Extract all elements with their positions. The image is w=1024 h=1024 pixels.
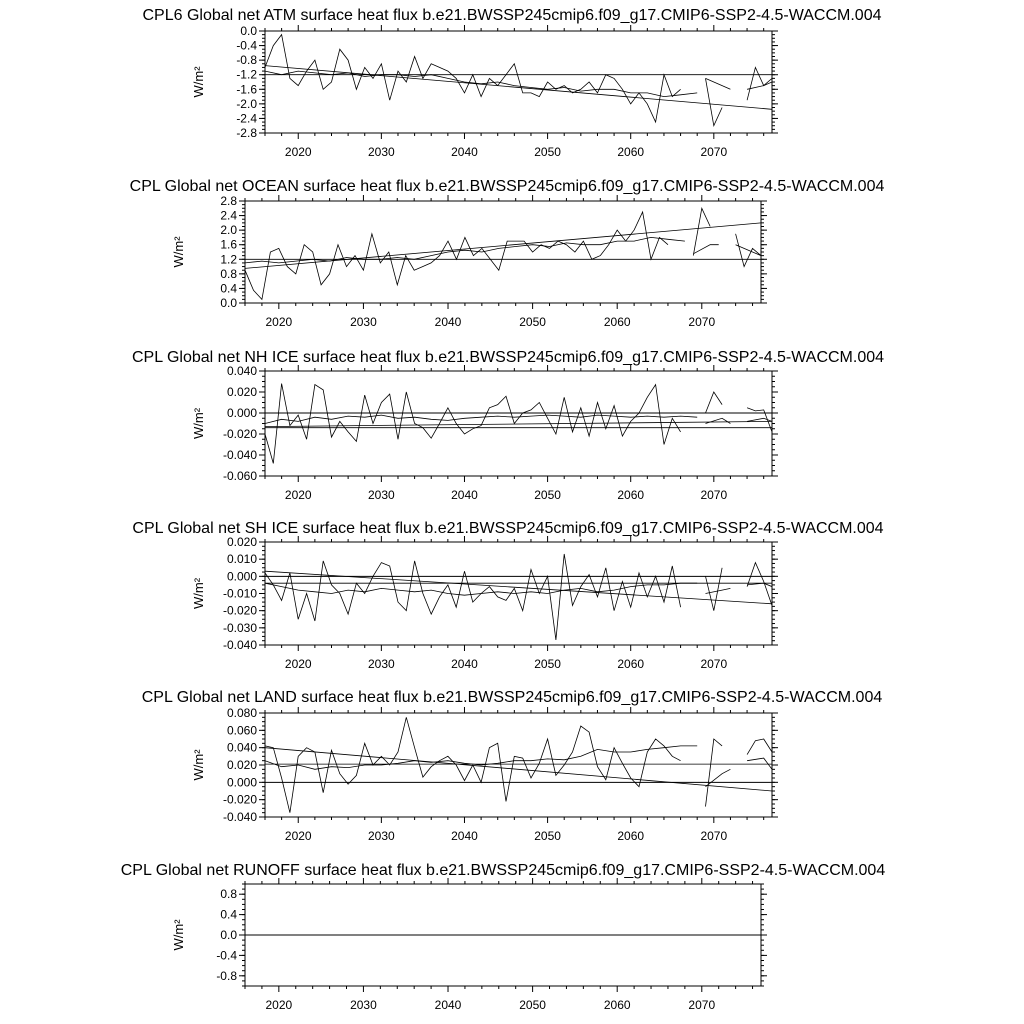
x-tick-label: 2060 bbox=[617, 488, 645, 502]
x-tick-label: 2030 bbox=[368, 829, 395, 843]
x-tick-label: 2070 bbox=[700, 657, 728, 671]
y-tick-label: -2.0 bbox=[236, 96, 257, 111]
panel-4 bbox=[142, 689, 883, 843]
x-tick-label: 2020 bbox=[265, 315, 293, 329]
x-tick-label: 2040 bbox=[451, 488, 478, 502]
y-tick-label: 0.000 bbox=[226, 406, 257, 420]
y-tick-label: -0.4 bbox=[236, 38, 257, 53]
series-annual bbox=[265, 35, 772, 126]
y-axis-label: W/m² bbox=[191, 749, 206, 781]
series-annual bbox=[245, 208, 761, 299]
y-tick-label: 0.000 bbox=[226, 569, 257, 584]
x-tick-label: 2020 bbox=[265, 998, 293, 1012]
y-tick-label: -0.8 bbox=[236, 53, 257, 68]
y-tick-label: -2.8 bbox=[236, 126, 257, 140]
y-tick-label: 0.020 bbox=[226, 535, 257, 549]
y-tick-label: 1.6 bbox=[220, 237, 237, 252]
x-tick-label: 2030 bbox=[368, 145, 395, 159]
y-tick-label: -2.4 bbox=[236, 111, 257, 126]
y-tick-label: 0.8 bbox=[220, 266, 237, 281]
y-tick-label: 2.8 bbox=[220, 194, 237, 208]
series-annual bbox=[265, 554, 772, 640]
y-tick-label: -0.020 bbox=[222, 792, 257, 807]
y-tick-label: 0.010 bbox=[226, 552, 257, 567]
y-tick-label: 2.0 bbox=[220, 223, 237, 238]
y-tick-label: 0.080 bbox=[226, 706, 257, 720]
x-tick-label: 2050 bbox=[519, 998, 546, 1012]
x-tick-label: 2040 bbox=[434, 998, 462, 1012]
series-running-mean bbox=[265, 583, 772, 595]
x-tick-label: 2050 bbox=[519, 315, 546, 329]
y-tick-label: -1.2 bbox=[236, 67, 257, 82]
x-tick-label: 2020 bbox=[284, 488, 312, 502]
x-tick-label: 2040 bbox=[451, 829, 478, 843]
plot-frame bbox=[245, 201, 761, 303]
series-trend bbox=[265, 748, 772, 791]
y-tick-label: -0.040 bbox=[222, 448, 257, 462]
y-tick-label: -0.030 bbox=[222, 620, 257, 635]
y-tick-label: -0.010 bbox=[222, 586, 257, 601]
y-tick-label: -0.020 bbox=[222, 427, 257, 441]
y-axis-label: W/m² bbox=[191, 577, 206, 610]
series-annual bbox=[265, 384, 772, 464]
panel-3 bbox=[132, 520, 883, 671]
y-tick-label: -0.8 bbox=[216, 968, 237, 983]
series-trend bbox=[265, 421, 772, 426]
plot-frame bbox=[265, 542, 772, 645]
x-tick-label: 2070 bbox=[700, 145, 728, 159]
x-tick-label: 2070 bbox=[700, 488, 728, 502]
y-tick-label: 0.020 bbox=[226, 758, 257, 772]
x-tick-label: 2060 bbox=[617, 657, 645, 671]
y-axis-label: W/m² bbox=[171, 236, 186, 268]
series-trend bbox=[265, 66, 772, 110]
y-tick-label: 0.4 bbox=[220, 281, 237, 296]
x-tick-label: 2050 bbox=[534, 829, 561, 843]
panel-5 bbox=[121, 862, 886, 1012]
y-tick-label: 1.2 bbox=[220, 252, 237, 267]
plot-frame bbox=[265, 713, 772, 817]
y-tick-label: 0.0 bbox=[240, 24, 257, 38]
chart-title: CPL Global net LAND surface heat flux b.e21.BWSSP245cmip6.f09_g17.CMIP6-SSP2-4.5-WACCM.004 bbox=[141, 689, 883, 706]
x-tick-label: 2050 bbox=[534, 657, 561, 671]
y-tick-label: 2.4 bbox=[220, 208, 237, 223]
panel-1 bbox=[130, 178, 885, 329]
x-tick-label: 2030 bbox=[350, 998, 377, 1012]
y-axis-label: W/m² bbox=[191, 66, 206, 98]
y-tick-label: 0.040 bbox=[226, 364, 257, 378]
y-tick-label: 0.0 bbox=[220, 928, 237, 942]
x-tick-label: 2050 bbox=[534, 488, 561, 502]
x-tick-label: 2060 bbox=[617, 145, 645, 159]
y-tick-label: 0.040 bbox=[226, 740, 257, 755]
y-tick-label: 0.4 bbox=[220, 907, 237, 922]
x-tick-label: 2050 bbox=[534, 145, 561, 159]
x-tick-label: 2030 bbox=[350, 315, 377, 329]
x-tick-label: 2030 bbox=[368, 657, 395, 671]
x-tick-label: 2020 bbox=[284, 829, 312, 843]
chart-title: CPL Global net NH ICE surface heat flux b.e21.BWSSP245cmip6.f09_g17.CMIP6-SSP2-4.5-WACCM.004 bbox=[131, 349, 885, 366]
chart-title: CPL Global net RUNOFF surface heat flux b.e21.BWSSP245cmip6.f09_g17.CMIP6-SSP2-4.5-WACCM.004 bbox=[120, 862, 886, 879]
x-tick-label: 2040 bbox=[451, 145, 478, 159]
x-tick-label: 2070 bbox=[688, 315, 716, 329]
panel-0 bbox=[142, 7, 881, 159]
y-tick-label: 0.000 bbox=[226, 775, 257, 790]
x-tick-label: 2060 bbox=[603, 315, 631, 329]
y-axis-label: W/m² bbox=[171, 919, 186, 951]
y-axis-label: W/m² bbox=[191, 407, 206, 440]
x-tick-label: 2060 bbox=[603, 998, 631, 1012]
x-tick-label: 2060 bbox=[617, 829, 645, 843]
series-running-mean bbox=[265, 746, 772, 787]
y-tick-label: 0.020 bbox=[226, 385, 257, 399]
panel-2 bbox=[132, 349, 884, 502]
chart-title: CPL Global net SH ICE surface heat flux b.e21.BWSSP245cmip6.f09_g17.CMIP6-SSP2-4.5-WACCM.004 bbox=[132, 520, 884, 537]
plot-frame bbox=[265, 31, 772, 133]
x-tick-label: 2070 bbox=[700, 829, 728, 843]
x-tick-label: 2040 bbox=[434, 315, 462, 329]
y-tick-label: 0.8 bbox=[220, 887, 237, 902]
y-tick-label: -0.060 bbox=[222, 469, 257, 483]
x-tick-label: 2040 bbox=[451, 657, 478, 671]
y-tick-label: -0.4 bbox=[216, 948, 237, 963]
chart-title: CPL6 Global net ATM surface heat flux b.e21.BWSSP245cmip6.f09_g17.CMIP6-SSP2-4.5-WACCM.004 bbox=[142, 7, 882, 24]
x-tick-label: 2020 bbox=[284, 657, 312, 671]
series-trend bbox=[245, 223, 761, 269]
x-tick-label: 2070 bbox=[688, 998, 716, 1012]
y-tick-label: 0.0 bbox=[220, 296, 237, 310]
y-tick-label: -0.040 bbox=[222, 810, 257, 824]
y-tick-label: -0.040 bbox=[222, 638, 257, 652]
y-tick-label: -0.020 bbox=[222, 603, 257, 618]
series-annual bbox=[265, 717, 772, 812]
y-tick-label: -1.6 bbox=[236, 82, 257, 97]
chart-title: CPL Global net OCEAN surface heat flux b.e21.BWSSP245cmip6.f09_g17.CMIP6-SSP2-4.5-WACCM.004 bbox=[129, 178, 885, 195]
x-tick-label: 2030 bbox=[368, 488, 395, 502]
x-tick-label: 2020 bbox=[284, 145, 312, 159]
y-tick-label: 0.060 bbox=[226, 723, 257, 738]
